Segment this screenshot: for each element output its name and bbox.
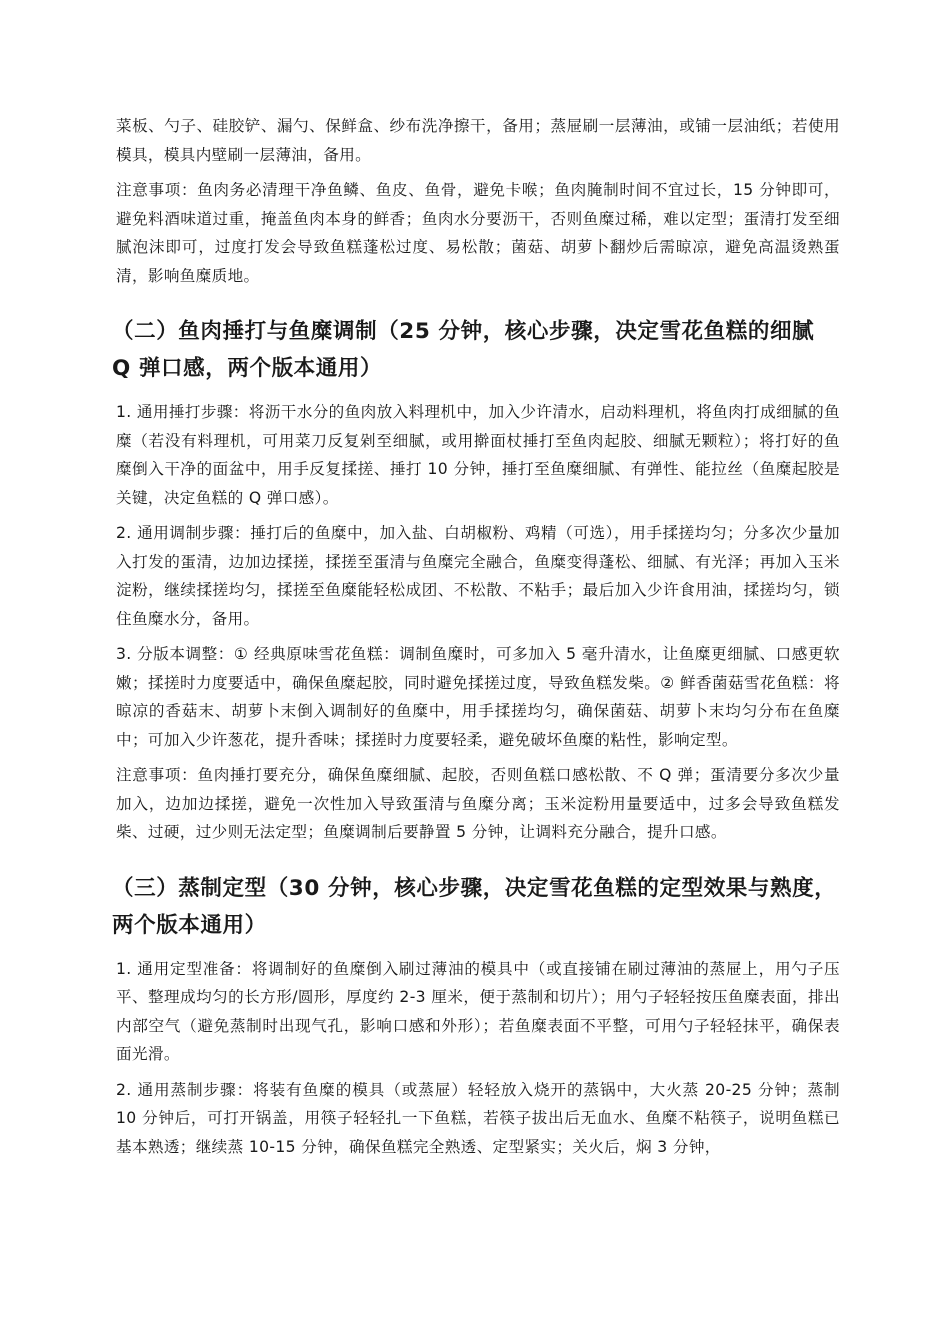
section-2-step-3: 3. 分版本调整：① 经典原味雪花鱼糕：调制鱼糜时，可多加入 5 毫升清水，让鱼糜更细腻、口感更软嫩；揉搓时力度要适中，确保鱼糜起胶，同时避免揉搓过度，导致鱼糕发柴。② 鲜香菌菇雪花鱼糕：将晾凉的香菇末、胡萝卜末倒入调制好的鱼糜中，用手揉搓均匀，确保菌菇、胡萝卜末均匀分布在鱼糜中；可加入少许葱花，提升香味；揉搓时力度要轻柔，避免破坏鱼糜的粘性，影响定型。	[116, 645, 840, 749]
section-3-step-1: 1. 通用定型准备：将调制好的鱼糜倒入刷过薄油的模具中（或直接铺在刷过薄油的蒸屉上，用勺子压平、整理成均匀的长方形/圆形，厚度约 2-3 厘米，便于蒸制和切片）；用勺子轻轻按压鱼糜表面，排出内部空气（避免蒸制时出现气孔，影响口感和外形）；若鱼糜表面不平整，可用勺子轻轻抹平，确保表面光滑。	[116, 959, 840, 1063]
intro-paragraph-1: 菜板、勺子、硅胶铲、漏勺、保鲜盒、纱布洗净擦干，备用；蒸屉刷一层薄油，或铺一层油纸；若使用模具，模具内壁刷一层薄油，备用。	[116, 117, 840, 164]
section-2-step-1: 1. 通用捶打步骤：将沥干水分的鱼肉放入料理机中，加入少许清水，启动料理机，将鱼肉打成细腻的鱼糜（若没有料理机，可用菜刀反复剁至细腻，或用擀面杖捶打至鱼肉起胶、细腻无颗粒）；将打好的鱼糜倒入干净的面盆中，用手反复揉搓、捶打 10 分钟，捶打至鱼糜细腻、有弹性、能拉丝（鱼糜起胶是关键，决定鱼糕的 Q 弹口感）。	[116, 403, 840, 507]
section-3-heading: （三）蒸制定型（30 分钟，核心步骤，决定雪花鱼糕的定型效果与熟度，两个版本通用）	[112, 875, 837, 938]
section-2-notes: 注意事项：鱼肉捶打要充分，确保鱼糜细腻、起胶，否则鱼糕口感松散、不 Q 弹；蛋清要分多次少量加入，边加边揉搓，避免一次性加入导致蛋清与鱼糜分离；玉米淀粉用量要适中，过多会导致鱼糕发柴、过硬，过少则无法定型；鱼糜调制后要静置 5 分钟，让调料充分融合，提升口感。	[116, 766, 840, 841]
section-2-heading: （二）鱼肉捶打与鱼糜调制（25 分钟，核心步骤，决定雪花鱼糕的细腻 Q 弹口感，两个版本通用）	[112, 319, 815, 381]
intro-notes-paragraph: 注意事项：鱼肉务必清理干净鱼鳞、鱼皮、鱼骨，避免卡喉；鱼肉腌制时间不宜过长，15 分钟即可，避免料酒味道过重，掩盖鱼肉本身的鲜香；鱼肉水分要沥干，否则鱼糜过稀，难以定型；蛋清打发至细腻泡沫即可，过度打发会导致鱼糕蓬松过度、易松散；菌菇、胡萝卜翻炒后需晾凉，避免高温烫熟蛋清，影响鱼糜质地。	[116, 181, 840, 285]
section-2-step-2: 2. 通用调制步骤：捶打后的鱼糜中，加入盐、白胡椒粉、鸡精（可选），用手揉搓均匀；分多次少量加入打发的蛋清，边加边揉搓，揉搓至蛋清与鱼糜完全融合，鱼糜变得蓬松、细腻、有光泽；再加入玉米淀粉，继续揉搓均匀，揉搓至鱼糜能轻松成团、不松散、不粘手；最后加入少许食用油，揉搓均匀，锁住鱼糜水分，备用。	[116, 524, 840, 628]
section-3-step-2: 2. 通用蒸制步骤：将装有鱼糜的模具（或蒸屉）轻轻放入烧开的蒸锅中，大火蒸 20-25 分钟；蒸制 10 分钟后，可打开锅盖，用筷子轻轻扎一下鱼糕，若筷子拔出后无血水、鱼糜不粘筷子，说明鱼糕已基本熟透；继续蒸 10-15 分钟，确保鱼糕完全熟透、定型紧实；关火后，焖 3 分钟，	[116, 1080, 840, 1156]
